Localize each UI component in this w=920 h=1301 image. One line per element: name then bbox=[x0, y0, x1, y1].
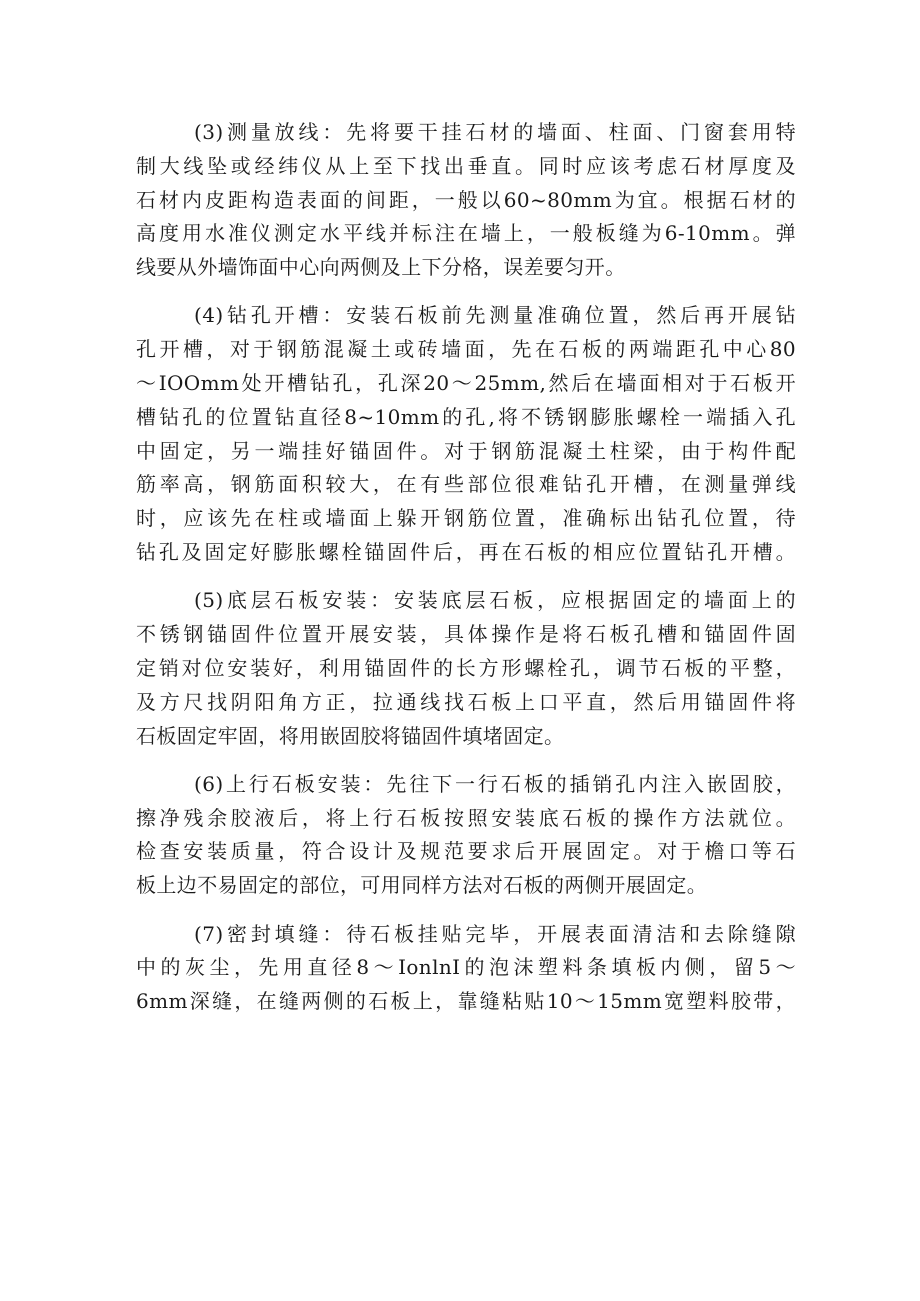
paragraph-line: (4)钻孔开槽：安装石板前先测量准确位置，然后再开展钻 bbox=[194, 303, 796, 328]
paragraph-4-drilling-grooving bbox=[136, 299, 796, 569]
paragraph-line: 中固定，另一端挂好锚固件。对于钢筋混凝土柱梁，由于构件配 bbox=[136, 438, 796, 463]
paragraph-line: 高度用水准仪测定水平线并标注在墙上，一般板缝为6-10mm。弹 bbox=[136, 221, 796, 246]
paragraph-line: (5)底层石板安装：安装底层石板，应根据固定的墙面上的 bbox=[194, 588, 796, 613]
paragraph-line: 擦净残余胶液后，将上行石板按照安装底石板的操作方法就位。 bbox=[136, 805, 796, 830]
paragraph-5-bottom-slab-install bbox=[136, 584, 796, 753]
paragraph-line: 线要从外墙饰面中心向两侧及上下分格，误差要匀开。 bbox=[136, 255, 626, 280]
paragraph-line: 石板固定牢固，将用嵌固胶将锚固件填堵固定。 bbox=[136, 723, 565, 748]
paragraph-line: 定销对位安装好，利用锚固件的长方形螺栓孔，调节石板的平整， bbox=[136, 655, 796, 680]
paragraph-line: (6)上行石板安装：先往下一行石板的插销孔内注入嵌固胶， bbox=[194, 771, 796, 796]
paragraph-6-upper-slab-install bbox=[136, 768, 796, 903]
document-body bbox=[136, 116, 796, 1033]
paragraph-7-sealing-joints bbox=[136, 918, 796, 1019]
paragraph-line: 制大线坠或经纬仪从上至下找出垂直。同时应该考虑石材厚度及 bbox=[136, 153, 796, 178]
paragraph-line: 槽钻孔的位置钻直径8~10mm的孔,将不锈钢膨胀螺栓一端插入孔 bbox=[136, 404, 796, 429]
paragraph-line: (3)测量放线：先将要干挂石材的墙面、柱面、门窗套用特 bbox=[194, 120, 796, 144]
paragraph-line: 筋率高，钢筋面积较大，在有些部位很难钻孔开槽，在测量弹线 bbox=[136, 472, 796, 497]
paragraph-line: ～IOOmm处开槽钻孔，孔深20～25mm,然后在墙面相对于石板开 bbox=[136, 371, 796, 396]
paragraph-line: 钻孔及固定好膨胀螺栓锚固件后，再在石板的相应位置钻孔开槽。 bbox=[136, 540, 796, 565]
paragraph-line: 孔开槽，对于钢筋混凝土或砖墙面，先在石板的两端距孔中心80 bbox=[136, 337, 796, 362]
paragraph-line: 板上边不易固定的部位，可用同样方法对石板的两侧开展固定。 bbox=[136, 873, 708, 898]
paragraph-line: 石材内皮距构造表面的间距，一般以60~80mm为宜。根据石材的 bbox=[136, 187, 796, 212]
paragraph-line: 及方尺找阴阳角方正，拉通线找石板上口平直，然后用锚固件将 bbox=[136, 689, 796, 714]
paragraph-line: 时，应该先在柱或墙面上躲开钢筋位置，准确标出钻孔位置，待 bbox=[136, 506, 796, 531]
paragraph-line: 6mm深缝，在缝两侧的石板上，靠缝粘贴10～15mm宽塑料胶带， bbox=[136, 989, 796, 1014]
paragraph-line: (7)密封填缝：待石板挂贴完毕，开展表面清洁和去除缝隙 bbox=[194, 921, 796, 946]
paragraph-line: 中的灰尘，先用直径8～IonlnI的泡沫塑料条填板内侧，留5～ bbox=[136, 955, 796, 980]
paragraph-line: 不锈钢锚固件位置开展安装，具体操作是将石板孔槽和锚固件固 bbox=[136, 622, 796, 647]
paragraph-line: 检查安装质量，符合设计及规范要求后开展固定。对于檐口等石 bbox=[136, 839, 796, 864]
paragraph-3-measuring-layout bbox=[136, 116, 796, 285]
